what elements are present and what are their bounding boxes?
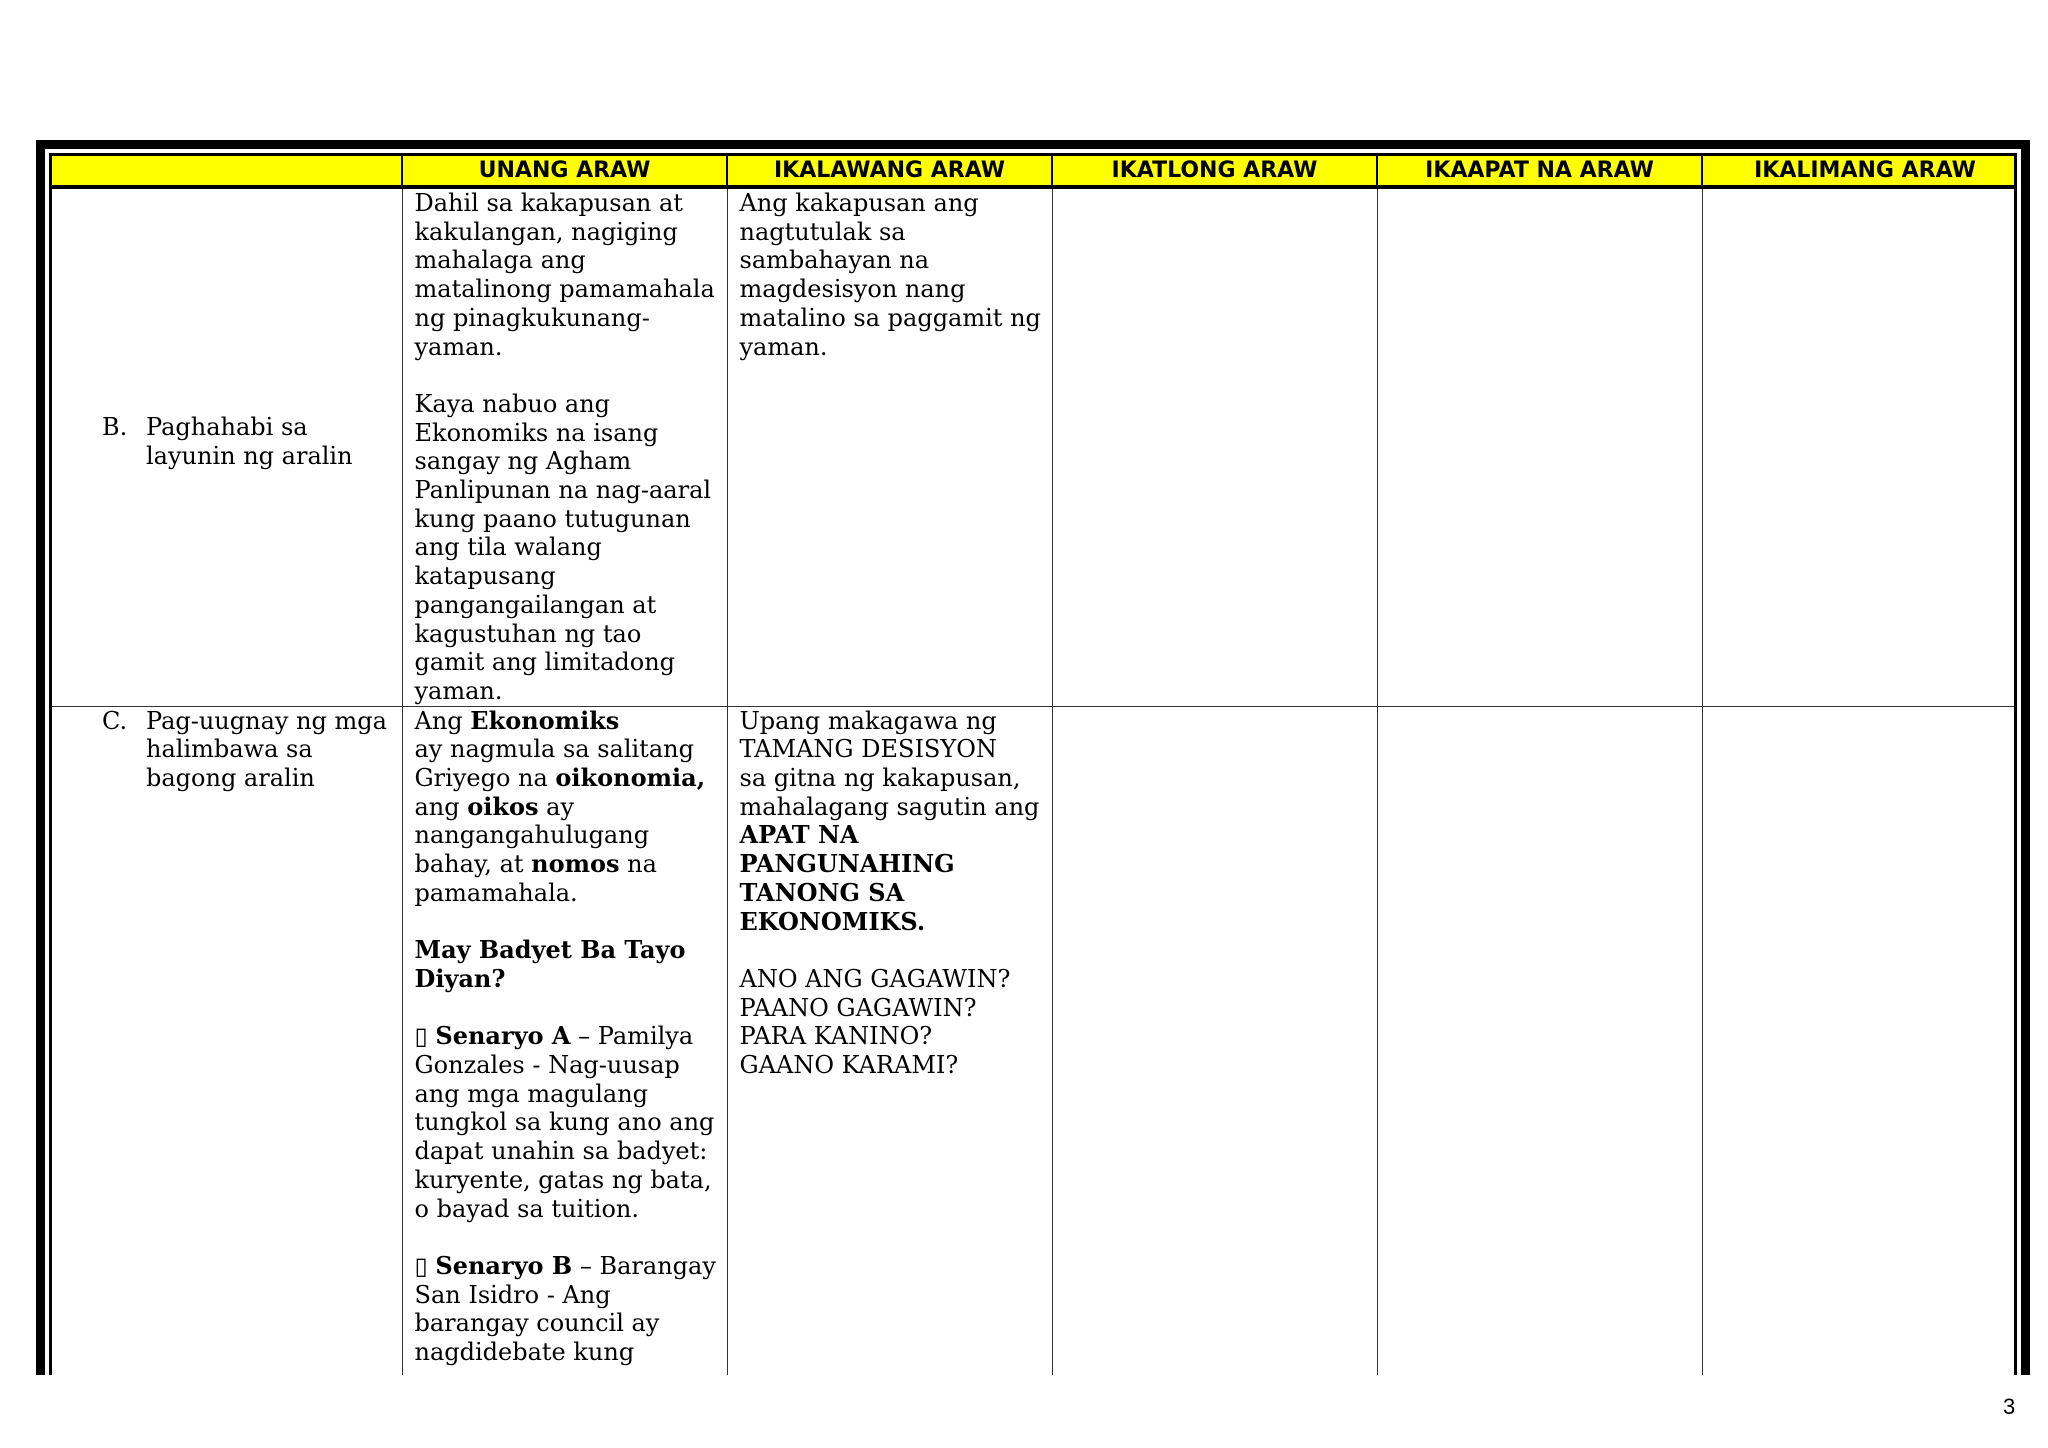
- header-ikalawang-araw: IKALAWANG ARAW: [727, 156, 1052, 187]
- senaryo-a-text: Gonzales - Nag-uusap ang mga magulang tungkol sa kung ano ang dapat unahin sa badyet: kuryente, gatas ng bata, o bayad sa tuition.: [414, 1051, 715, 1223]
- page-number: 3: [2003, 1394, 2016, 1419]
- header-unang-araw: UNANG ARAW: [402, 156, 727, 187]
- row-c-day2-intro: Upang makagawa ng TAMANG DESISYON sa gitna ng kakapusan, mahalagang sagutin ang: [739, 706, 1040, 821]
- row-b-day2-cell: [727, 187, 1052, 706]
- term-ekonomiks: Ekonomiks: [470, 705, 620, 735]
- lesson-table-inner: [49, 153, 2017, 1375]
- row-b-label: Paghahabi sa layunin ng aralin: [146, 413, 353, 470]
- row-c-day3-cell: [1052, 706, 1377, 1375]
- header-ikalimang-araw: IKALIMANG ARAW: [1702, 156, 2017, 187]
- row-b-label-cell: [52, 187, 402, 706]
- header-empty: [52, 156, 402, 187]
- row-c-day4-cell: [1377, 706, 1702, 1375]
- row-b-day1-cell: [402, 187, 727, 706]
- term-oikos: oikos: [467, 791, 539, 821]
- header-ikatlong-araw: IKATLONG ARAW: [1052, 156, 1377, 187]
- row-c-label-cell: [52, 706, 402, 1375]
- lesson-plan-table: [52, 156, 2017, 1375]
- header-row: [52, 156, 2017, 187]
- row-c-day2-questions: ANO ANG GAGAWIN? PAANO GAGAWIN? PARA KANINO? GAANO KARAMI?: [739, 964, 1011, 1080]
- term-oikonomia: oikonomia,: [555, 763, 706, 793]
- senaryo-b-text: San Isidro - Ang barangay council ay nagdidebate kung: [414, 1280, 660, 1367]
- table-row: [52, 187, 2017, 706]
- row-c-day2-bold: APAT NA PANGUNAHING TANONG SA EKONOMIKS.: [739, 820, 955, 936]
- header-ikaapat-na-araw: IKAAPAT NA ARAW: [1377, 156, 1702, 187]
- checkbox-icon: ▯: [414, 1251, 428, 1280]
- checkbox-icon: ▯: [414, 1022, 428, 1051]
- row-b-day2-text: Ang kakapusan ang nagtutulak sa sambahayan na magdesisyon nang matalino sa paggamit ng yaman.: [739, 189, 1041, 361]
- row-b-day5-cell: [1702, 187, 2017, 706]
- ekonomiks-definition: Ang Ekonomiks ay nagmula sa salitang Griyego na oikonomia, ang oikos ay nangangahulugang bahay, at nomos na pamamahala.: [414, 705, 706, 907]
- row-c-day5-cell: [1702, 706, 2017, 1375]
- row-b-day3-cell: [1052, 187, 1377, 706]
- senaryo-b-title: Senaryo B: [435, 1250, 573, 1280]
- badyet-heading: May Badyet Ba Tayo Diyan?: [414, 935, 686, 993]
- lesson-table-frame: [36, 140, 2030, 1375]
- row-c-day1-cell: [402, 706, 727, 1375]
- term-nomos: nomos: [531, 849, 620, 879]
- table-row: [52, 706, 2017, 1375]
- senaryo-b: ▯ Senaryo B – Barangay San Isidro - Ang barangay council ay nagdidebate kung: [415, 1252, 719, 1367]
- senaryo-a-title: Senaryo A: [435, 1021, 571, 1051]
- row-b-day1-paragraph-1: Dahil sa kakapusan at kakulangan, nagiging mahalaga ang matalinong pamamahala ng pinagkukunang- yaman.: [414, 189, 715, 361]
- row-c-letter: C.: [102, 706, 128, 735]
- row-c-label: Pag-uugnay ng mga halimbawa sa bagong aralin: [146, 706, 387, 793]
- row-c-day2-cell: [727, 706, 1052, 1375]
- row-b-letter: B.: [102, 413, 128, 441]
- row-b-day4-cell: [1377, 187, 1702, 706]
- row-b-day1-paragraph-2: Kaya nabuo ang Ekonomiks na isang sangay ng Agham Panlipunan na nag-aaral kung paano tutugunan ang tila walang katapusang pangangailangan at kagustuhan ng tao gamit ang limitadong yaman.: [414, 389, 712, 705]
- senaryo-a: ▯ Senaryo A – Pamilya Gonzales - Nag-uusap ang mga magulang tungkol sa kung ano ang dapat unahin sa badyet: kuryente, gatas ng bata, o bayad sa tuition.: [415, 1022, 719, 1223]
